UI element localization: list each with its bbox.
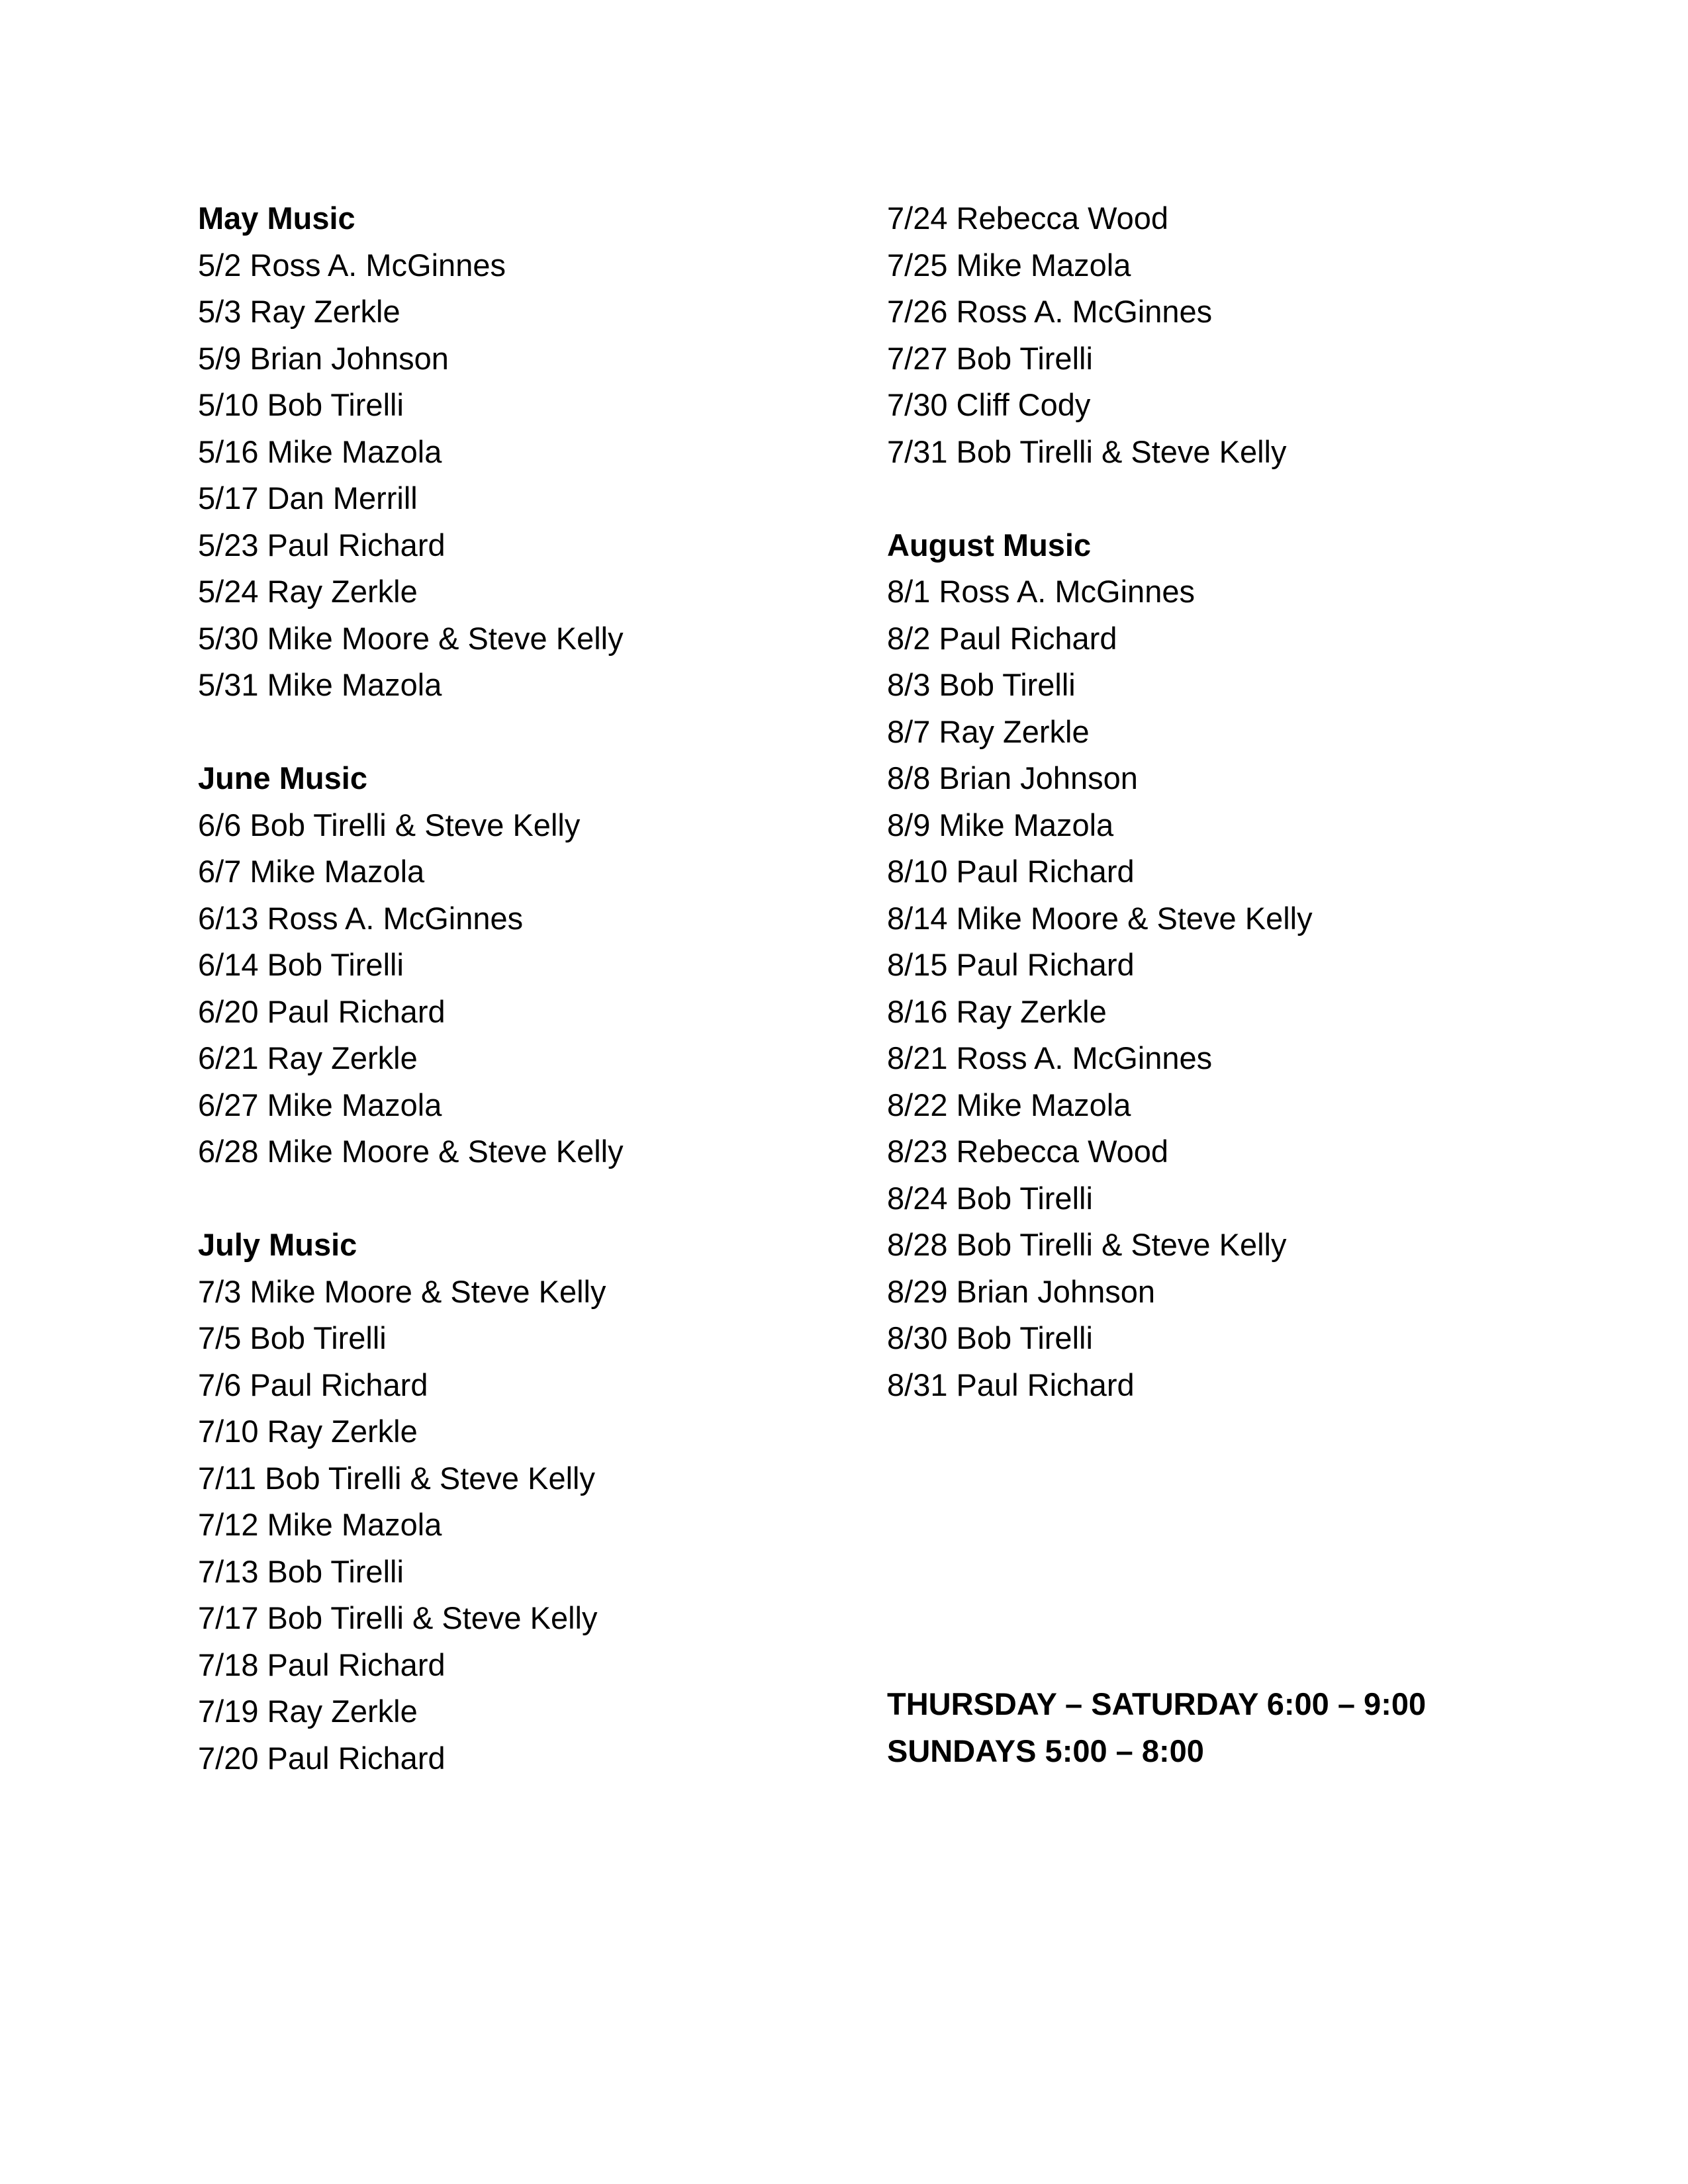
schedule-entry: 5/10 Bob Tirelli xyxy=(198,387,404,422)
schedule-entry: 7/12 Mike Mazola xyxy=(198,1507,442,1542)
schedule-entry: 8/22 Mike Mazola xyxy=(887,1087,1131,1122)
schedule-entry: 7/5 Bob Tirelli xyxy=(198,1320,387,1355)
schedule-entry: 7/26 Ross A. McGinnes xyxy=(887,294,1213,329)
schedule-entry: 8/1 Ross A. McGinnes xyxy=(887,574,1195,609)
schedule-entry: 8/23 Rebecca Wood xyxy=(887,1134,1169,1169)
schedule-entry: 7/30 Cliff Cody xyxy=(887,387,1091,422)
schedule-entry: 8/10 Paul Richard xyxy=(887,854,1135,889)
month-heading: July Music xyxy=(198,1227,357,1262)
schedule-entry: 5/2 Ross A. McGinnes xyxy=(198,247,506,283)
schedule-entry: 7/11 Bob Tirelli & Steve Kelly xyxy=(198,1460,595,1496)
month-heading: June Music xyxy=(198,760,367,796)
schedule-entry: 6/6 Bob Tirelli & Steve Kelly xyxy=(198,807,581,842)
schedule-entry: 8/2 Paul Richard xyxy=(887,620,1117,656)
section-spacer xyxy=(198,709,860,756)
schedule-entry: 7/10 Ray Zerkle xyxy=(198,1414,418,1449)
schedule-entry: 6/7 Mike Mazola xyxy=(198,854,425,889)
left-schedule-column xyxy=(198,195,860,1782)
schedule-entry: 6/13 Ross A. McGinnes xyxy=(198,900,524,936)
schedule-entry: 7/18 Paul Richard xyxy=(198,1647,445,1682)
schedule-entry: 7/31 Bob Tirelli & Steve Kelly xyxy=(887,433,1287,469)
schedule-entry: 8/30 Bob Tirelli xyxy=(887,1320,1093,1355)
schedule-entry: 6/28 Mike Moore & Steve Kelly xyxy=(198,1134,624,1169)
schedule-entry: 8/29 Brian Johnson xyxy=(887,1273,1156,1309)
schedule-entry: 5/9 Brian Johnson xyxy=(198,340,449,376)
schedule-entry: 7/27 Bob Tirelli xyxy=(887,340,1093,376)
schedule-entry: 6/21 Ray Zerkle xyxy=(198,1040,418,1075)
schedule-entry: 6/14 Bob Tirelli xyxy=(198,947,404,982)
schedule-entry: 8/28 Bob Tirelli & Steve Kelly xyxy=(887,1227,1287,1262)
hours-block xyxy=(887,1681,1615,1774)
schedule-entry: 6/27 Mike Mazola xyxy=(198,1087,442,1122)
schedule-entry: 5/17 Dan Merrill xyxy=(198,480,418,516)
schedule-entry: 8/14 Mike Moore & Steve Kelly xyxy=(887,900,1313,936)
schedule-entry: 8/9 Mike Mazola xyxy=(887,807,1114,842)
schedule-entry: 8/16 Ray Zerkle xyxy=(887,993,1107,1029)
schedule-entry: 8/24 Bob Tirelli xyxy=(887,1180,1093,1216)
section-spacer xyxy=(198,1175,860,1222)
schedule-entry: 5/3 Ray Zerkle xyxy=(198,294,400,329)
schedule-entry: 7/19 Ray Zerkle xyxy=(198,1694,418,1729)
schedule-entry: 8/7 Ray Zerkle xyxy=(887,713,1090,749)
schedule-entry: 8/8 Brian Johnson xyxy=(887,760,1138,796)
schedule-entry: 6/20 Paul Richard xyxy=(198,993,445,1029)
schedule-entry: 8/31 Paul Richard xyxy=(887,1367,1135,1402)
schedule-entry: 5/30 Mike Moore & Steve Kelly xyxy=(198,620,624,656)
schedule-entry: 8/3 Bob Tirelli xyxy=(887,667,1076,702)
section-spacer xyxy=(887,475,1549,522)
schedule-entry: 7/6 Paul Richard xyxy=(198,1367,428,1402)
schedule-entry: 7/25 Mike Mazola xyxy=(887,247,1131,283)
month-heading: August Music xyxy=(887,527,1092,563)
schedule-entry: 5/31 Mike Mazola xyxy=(198,667,442,702)
schedule-entry: 7/3 Mike Moore & Steve Kelly xyxy=(198,1273,606,1309)
hours-weekdays: THURSDAY – SATURDAY 6:00 – 9:00 xyxy=(887,1686,1427,1721)
schedule-entry: 5/23 Paul Richard xyxy=(198,527,445,563)
schedule-entry: 8/15 Paul Richard xyxy=(887,947,1135,982)
schedule-entry: 7/24 Rebecca Wood xyxy=(887,201,1169,236)
schedule-entry: 5/16 Mike Mazola xyxy=(198,433,442,469)
right-schedule-column xyxy=(887,195,1549,1408)
schedule-entry: 7/20 Paul Richard xyxy=(198,1740,445,1776)
schedule-entry: 7/13 Bob Tirelli xyxy=(198,1553,404,1589)
schedule-entry: 5/24 Ray Zerkle xyxy=(198,574,418,609)
schedule-entry: 7/17 Bob Tirelli & Steve Kelly xyxy=(198,1600,598,1635)
schedule-entry: 8/21 Ross A. McGinnes xyxy=(887,1040,1213,1075)
hours-sundays: SUNDAYS 5:00 – 8:00 xyxy=(887,1733,1204,1768)
month-heading: May Music xyxy=(198,201,355,236)
